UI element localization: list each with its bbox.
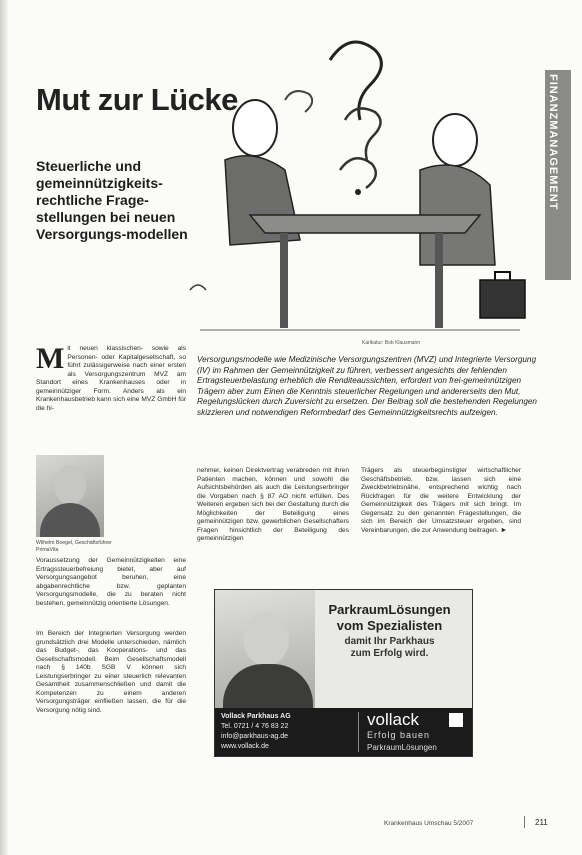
lead-text: it neuen klassischen- sowie als Personen- oder Kapitalgesellschaft, so führt zulässigerweise nach einer ersten als Versorgungszentrum MVZ am Standort eines Krankenhauses oder in gemeinnütziger Form. Anders als ein Krankenhausbetrieb kann sich eine MVZ GmbH für die hi-: [36, 345, 186, 412]
ad-subheadline: [307, 636, 472, 660]
footer-divider: [524, 816, 525, 828]
footer-publication: Krankenhaus Umschau 5/2007: [384, 820, 474, 827]
section-tab-label: FINANZMANAGEMENT: [547, 74, 559, 211]
ad-headline: [307, 602, 472, 634]
ad-brand-tagline: Erfolg bauen: [367, 730, 431, 740]
drop-cap: M: [36, 342, 65, 375]
author-photo-body: [40, 503, 100, 537]
ad-email[interactable]: info@parkhaus-ag.de: [221, 733, 289, 740]
ad-subheadline-line1: damit Ihr Parkhaus: [344, 636, 435, 647]
ad-divider: [358, 712, 359, 752]
body-column-1b: Voraussetzung der Gemeinnützigkeiten eine Ertragssteuerbefreiung bietet, aber auf Versorgungsangebot beruhen, eine abgabenrechtliche bzw. geplanten Versorgungsmodelle, die zu beraten nicht bestehen, gemeinnützig orientierte Lösungen.: [36, 557, 186, 607]
ad-contact: [221, 712, 341, 752]
ad-brand-mark-icon: [449, 713, 463, 727]
ad-subheadline-line2: zum Erfolg wird.: [350, 648, 429, 659]
scan-edge-shadow: [0, 0, 8, 855]
ad-footer-bar: [215, 708, 472, 756]
ad-photo-body: [223, 664, 313, 714]
cartoon-illustration: [180, 20, 530, 350]
author-caption: Wilhelm Boegel, Geschäftsführer PrimaVita: [36, 540, 112, 553]
ad-brand-sub: ParkraumLösungen: [367, 743, 437, 752]
article-subtitle: Steuerliche und gemeinnützigkeits-rechtliche Frage-stellungen bei neuen Versorgungs-modellen: [36, 158, 188, 242]
ad-photo-head: [243, 612, 289, 666]
body-column-2: nehmer, keinen Direktvertrag verabreden mit ihren Patienten machen, können und sowohl die Aufsichtsbehörden als auch die Leistungserbringer die Vorgaben nach § 87 AO nicht erfüllen. Des Weiteren ergeben sich bei der Gestaltung durch die Möglichkeiten der Beteiligung eines gemeinnützigen bzw. gewerblichen Gesellschafters Fragen hinsichtlich der Beteiligung des gemeinnützigen: [197, 467, 349, 542]
lead-paragraph: [36, 342, 186, 413]
ad-brand-logo: vollack: [367, 710, 419, 729]
article-title: Mut zur Lücke: [36, 82, 238, 117]
author-photo-head: [54, 465, 86, 505]
body-column-3: [361, 467, 521, 535]
section-tab: [545, 70, 571, 280]
continue-arrow-icon: ►: [500, 526, 508, 534]
ad-headline-line1: ParkraumLösungen: [328, 602, 451, 617]
page-number: 211: [535, 818, 548, 827]
ad-photo: [215, 590, 315, 708]
body-column-3-text: Trägers als steuerbegünstigter wirtschaftlicher Geschäftsbetrieb, bzw. lassen sich eine Zweckbetriebsnähe, entsprechend wichtig nach Rückfragen für die weitere Entwicklung der Gemeinnützigkeit des Trägers mit sich bringt. Im Gegensatz zu den genannten Fragestellungen, die sich im Bereich der Umsatzsteuer ergeben, sind Vereinbarungen, die zur Anwendung beitragen.: [361, 467, 521, 534]
ad-headline-line2: vom Spezialisten: [336, 618, 443, 633]
ad-phone: Tel. 0721 / 4 76 83 22: [221, 723, 289, 730]
illustration-credit: Karikatur: Bob Klausmann: [362, 340, 421, 346]
ad-website[interactable]: www.vollack.de: [221, 743, 269, 750]
ad-company: Vollack Parkhaus AG: [221, 713, 291, 720]
body-column-1c: Im Bereich der Integrierten Versorgung werden grundsätzlich drei Modelle unterschieden, nämlich das Budget-, das Kooperations- und das Gesellschaftsmodell. Beim Gesellschaftsmodell nach § 140b SGB V können sich Leistungserbringer zu einer steuerlich relevanten Gesamtheit zusammenschließen und damit die Kompetenzen zu einem anderen Versorgungsträger einfließen lassen, die für die Versorgung nötig sind.: [36, 630, 186, 714]
author-photo: [36, 455, 104, 537]
article-abstract: Versorgungsmodelle wie Medizinische Versorgungszentren (MVZ) und Integrierte Versorgung (IV) im Rahmen der Gemeinnützigkeit zu führen, verbessert angesichts der fehlenden Ertragsteuerbelastung erheblich die Renditeaussichten, erfordert von frei-gemeinnützigen Trägern aber zum Einen die Kenntnis steuerlicher Regelungen und andererseits den Mut, Regelungslücken durch Zuversicht zu ersetzen. Der Beitrag soll die bestehenden Regelungen skizzieren und notwendigen Reformbedarf des Gemeinnützigkeitsrechts aufzeigen.: [197, 355, 537, 417]
advertisement[interactable]: [214, 589, 473, 757]
